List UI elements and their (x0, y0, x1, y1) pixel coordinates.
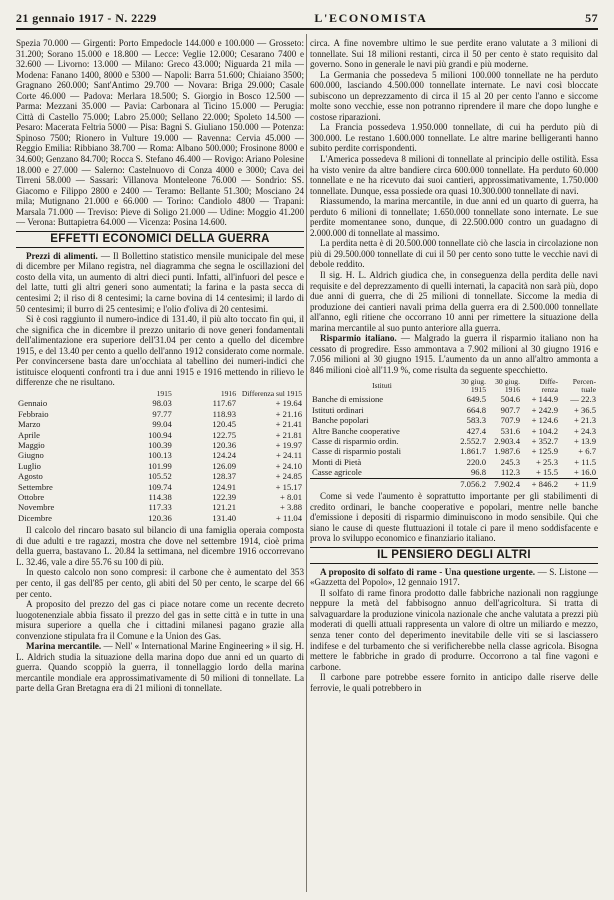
marina-text: — Nell' « International Marine Engineering » il sig. H. L. Aldrich studia la situazione della marina dopo due anni ed un quarto di guerra. Quando scoppiò la guerra, il tonnellaggio lordo della marina mercantile mondiale era approssimativamente di 50 milioni di tonnellate. La parte della Gran Bretagna era di 21 milioni di tonnellate. (16, 641, 304, 694)
table-header-cell (16, 390, 110, 398)
table-cell: 112.3 (500, 467, 520, 478)
table-cell: 2.552.7 (460, 435, 486, 446)
table-header-cell: 30 giug. 1915 (461, 376, 486, 394)
table-cell: 707.9 (500, 415, 520, 426)
table-row (16, 502, 304, 512)
table-cell: — 22.3 (570, 394, 596, 405)
table-row (16, 482, 304, 492)
table-cell: Casse di risparmio ordin. (312, 435, 399, 446)
gas-paragraph: A proposito del prezzo del gas ci piace notare come un recente decreto luogotenenziale abbia fissato il prezzo del gas in sette città e in tutte in una misura superiore a quella che i cittadini milanesi pagano grazie alla convenzione stipulata fra il Comune e la Union des Gas. (16, 599, 304, 641)
table-cell: + 352.7 (531, 435, 558, 446)
table-cell: + 13.9 (573, 435, 596, 446)
page-number: 57 (585, 11, 598, 25)
table-header-cell: Istituti (372, 380, 392, 390)
table-cell: Casse agricole (312, 467, 362, 478)
table-cell: 99.04 (152, 419, 172, 430)
rincaro-paragraph: Il calcolo del rincaro basato sul bilancio di una famiglia operaia composta di due adulti e tre ragazzi, mostra che dove nel settembre 1914, cioè prima della guerra, bastavano L. 20.84 la settimana, nel dicembre 1916 occorrevano L. 32.46, vale a dire 55.76 su 100 di più. (16, 525, 304, 567)
francia-paragraph: La Francia possedeva 1.950.000 tonnellate, di cui ha perduto più di 300.000. Le restano 1.600.000 tonnellate. Le altre marine belligeranti hanno subito perdite corrispondenti. (310, 122, 598, 154)
table-cell: 96.8 (470, 467, 486, 478)
table-cell: 121.21 (212, 502, 236, 513)
table-cell: 120.36 (148, 512, 172, 523)
section-title-effetti: EFFETTI ECONOMICI DELLA GUERRA (16, 231, 304, 248)
table-cell: 117.33 (148, 502, 172, 513)
table-header-cell: 1916 (220, 388, 236, 398)
table-cell: + 24.11 (275, 450, 302, 461)
table-cell: Banche popolari (312, 415, 369, 426)
prezzi-paragraph (16, 251, 304, 314)
table-row (310, 415, 598, 425)
table-cell: 120.36 (212, 439, 236, 450)
riassumendo-paragraph: Riassumendo, la marina mercantile, in due anni ed un quarto di guerra, ha perduto 6 milioni di tonnellate; 1.650.000 tonnellate sono internate. Le sue perdite momentanee sono, dunque, di 22.500.000 contro un guadagno di 2.000.000 di tonnellate al massimo. (310, 196, 598, 238)
table-cell: + 19.97 (275, 439, 302, 450)
table-row (310, 457, 598, 467)
table-cell: 118.93 (212, 408, 236, 419)
table-cell: 120.45 (212, 419, 236, 430)
table-header-cell: 30 giug. 1916 (495, 376, 520, 394)
table-row (310, 405, 598, 415)
right-column (310, 38, 598, 892)
section-title-pensiero: IL PENSIERO DEGLI ALTRI (310, 547, 598, 564)
table-cell (310, 478, 454, 489)
aumento-paragraph: Come si vede l'aumento è soprattutto importante per gli stabilimenti di credito ordinari, le banche cooperative e popolari, mentre nelle banche d'emissione i depositi di risparmio diminuiscono in modo sensibile. Qui che siano le cause di queste fluttuazioni il totale ci pare il meno soddisfacente e prova lo sviluppo economico e finanziario italiano. (310, 490, 598, 544)
table-total-row (310, 478, 598, 489)
table-cell: 100.94 (148, 429, 172, 440)
table-cell: Casse di risparmio postali (312, 446, 402, 457)
table-row (16, 450, 304, 460)
table-cell: 220.0 (466, 456, 486, 467)
table-cell: + 6.7 (578, 446, 596, 457)
table-cell: + 21.3 (573, 415, 596, 426)
table-cell: 101.99 (148, 460, 172, 471)
table-cell: 124.91 (212, 481, 236, 492)
issue-date: 21 gennaio 1917 - N. 2229 (16, 11, 157, 25)
table-cell: Ottobre (18, 492, 45, 503)
table-cell: 122.39 (212, 492, 236, 503)
table-cell: + 25.3 (535, 456, 558, 467)
table-cell: + 21.16 (275, 408, 302, 419)
table-cell: 126.09 (212, 460, 236, 471)
risparmio-text: — Malgrado la guerra il risparmio italiano non ha cessato di progredire. Esso ammontava a 7.902 milioni al 30 giugno 1916 e 7.056 milioni al 30 giugno 1915. L'aumento da un anno all'altro ammonta a 846 milioni cioè all'11.9 %, come risulta da seguente specchietto. (310, 333, 598, 375)
table-row (16, 492, 304, 502)
table-cell: 124.24 (212, 450, 236, 461)
journal-title: L'ECONOMISTA (314, 11, 428, 25)
numeri-indici-body (16, 398, 304, 523)
table-cell: 583.3 (466, 415, 486, 426)
table-cell: Dicembre (18, 512, 52, 523)
table-cell: 128.37 (212, 471, 236, 482)
table-row (16, 440, 304, 450)
table-row (310, 467, 598, 478)
table-cell: 7.902.4 (488, 478, 522, 489)
table-row (16, 398, 304, 408)
table-header-cell: Differenza sul 1915 (241, 388, 302, 398)
numero-indice-paragraph: Si è così raggiunto il numero-indice di 131.40, il più alto toccato fin qui, il che significa che in dicembre il prezzo unitario di nove generi fondamentali dell'alimentazione era superiore dell'31.04 per cento a quello del dicembre 1915, e del 13.40 per cento a quello dell'anno 1912 considerato come normale. Per convincersene basta dare un'occhiata al tabellino dei numeri-indici che istituisce eloquenti confronti tra i due anni 1915 e 1916 mettendo in rilievo le differenze che ne risultano. (16, 314, 304, 388)
table-cell: 97.77 (152, 408, 172, 419)
carbone-paragraph: Il carbone pare potrebbe essere fornito in anticipo dalle riserve delle ferrovie, le quali potrebbero in (310, 672, 598, 693)
table-cell: 2.903.4 (494, 435, 520, 446)
table-cell: Agosto (18, 471, 43, 482)
intro-paragraph: Spezia 70.000 — Girgenti: Porto Empedocle 144.000 e 100.000 — Grosseto: 31.200; Sorano 15.000 e 18.800 — Lecce: Veglie 12.000; Cesarano 7400 e 32.600 — Livorno: 13.000 — Milano: Greco 43.000; Niguarda 21 mila — Modena: Fanano 1400, 8000 e 5300 — Napoli: Barra 51.600; Chiaiano 3500; Gragnano 260.000; Sant'Antimo 29.700 — Novara: Briga 29.000; Casale Corte 46.000 — Padova: Merlara 18.500; S. Giorgio in Bosco 12.500 — Parma: Mezzani 35.000 — Pavia: Carbonara al Ticino 15.000 — Perugia: Città di Castello 75.000; Labro 25.000; Sellano 22.000; Spoleto 14.500 — Pesaro: Macerata Feltria 5000 — Pisa: Bagni S. Giuliano 150.000 — Potenza: Spinoso 7500; Rionero in Vulture 19.000 — Ravenna: Cervia 45.000 — Reggio Emilia: Ribbiano 38.700 — Roma: Albano 500.000; Frosinone 8000 e 34.600; Genzano 84.700; Rocca S. Stefano 46.400 — Rovigo: Ariano Polesine 18.000 e 27.000 — Salerno: Castelnuovo di Conza 4000 e 3000; Cava dei Tirreni 58.000 — Sassari: Villanova Monteleone 76.000 — Sondrio: SS. Giacomo e Filippo 2800 e 2400 — Teramo: Bellante 51.300; Mosciano 24 mila; Mutignano 21.000 e 66.000 — Torino: Candiolo 4800 — Trapani: Marsala 71.000 — Treviso: Pieve di Soligo 21.000 — Udine: Moggio 41.200 — Verona: Buttapietra 64.000 — Vicenza: Posina 14.600. (16, 38, 304, 228)
table-row (16, 471, 304, 481)
table-cell: 1.861.7 (460, 446, 486, 457)
table-cell: + 11.5 (574, 456, 596, 467)
table-cell: Febbraio (18, 408, 49, 419)
table-header-cell: Diffe-renza (539, 376, 558, 394)
table-cell: + 3.88 (279, 502, 302, 513)
germania-paragraph: La Germania che possedeva 5 milioni 100.000 tonnellate ne ha perduto 600.000, lasciando 4.500.000 tonnellate internate. Le navi così bloccate subiscono un deprezzamento di circa il 15 al 20 per cento l'anno e siccome molte sono vecchie, esse non potranno riprendere il mare che dopo lunghe e costose riparazioni. (310, 69, 598, 122)
table-cell: 98.03 (152, 398, 172, 409)
risparmio-rubric: Risparmio italiano. (320, 333, 397, 344)
table-cell: 122.75 (212, 429, 236, 440)
table-cell: Marzo (18, 419, 41, 430)
table-header-row (16, 390, 304, 398)
solfato-paragraph: Il solfato di rame finora prodotto dalle fabbriche nazionali non raggiunge neppure la metà del fabbisogno annuo dell'agricoltura. Si tratta di salvaguardare la produzione vinicola nazionale che anche valutata a prezzi più moderati di quelli attuali rappresenta un valore di oltre un miliardo e mezzo, senza tener conto del deperimento inevitabile delle viti se si lasciassero indifese e del turbamento che si verificherebbe nella classe agricola. Bisogna mettere le fabbriche in grado di produrre. Occorrono a tal fine vagoni e carbone. (310, 587, 598, 672)
table-cell: + 21.81 (275, 429, 302, 440)
table-cell: 531.6 (500, 425, 520, 436)
america-paragraph: L'America possedeva 8 milioni di tonnellate al principio delle ostilità. Essa ha visto venire da altre bandiere circa 600.000 tonnellate. Ha perduto 60.000 tonnellate e ne ha ricevuto dai suoi cantieri, approssimativamente, 1.750.000 tonnellate. Dunque, essa possiede ora quasi 10.300.000 tonnellate di navi. (310, 154, 598, 196)
solfato-byline: — S. Listone — «Gazzetta del Popolo», 12 gennaio 1917. (310, 566, 598, 588)
table-cell: 109.74 (148, 481, 172, 492)
table-cell: 131.40 (212, 512, 236, 523)
table-cell: 649.5 (466, 394, 486, 405)
solfato-heading-paragraph (310, 567, 598, 588)
table-row (16, 430, 304, 440)
table-cell: Monti di Pietà (312, 456, 362, 467)
continuation-paragraph: circa. A fine novembre ultimo le sue perdite erano valutate a 3 milioni di tonnellate. Sui 18 milioni restanti, circa il 50 per cento è stato requisito dal governo. Sono in generale le navi più grandi e più moderne. (310, 38, 598, 70)
table-cell: + 24.10 (275, 460, 302, 471)
table-cell: + 36.5 (573, 404, 596, 415)
risparmio-table (310, 378, 598, 489)
table-cell: + 19.64 (275, 398, 302, 409)
table-cell: 907.7 (500, 404, 520, 415)
table-cell: 100.39 (148, 439, 172, 450)
table-row (310, 426, 598, 436)
table-row (16, 461, 304, 471)
table-cell: + 124.6 (531, 415, 558, 426)
table-cell: Luglio (18, 460, 41, 471)
table-cell: + 11.04 (275, 512, 302, 523)
table-cell: + 21.41 (275, 419, 302, 430)
left-column (16, 38, 304, 892)
table-header-cell: 1915 (156, 388, 172, 398)
table-cell: Banche di emissione (312, 394, 384, 405)
table-cell: Giugno (18, 450, 44, 461)
table-cell: 1.987.6 (494, 446, 520, 457)
perdita-netta-paragraph: La perdita netta è di 20.500.000 tonnellate ciò che lascia in circolazione non più di 29.500.000 tonnellate di cui il 50 per cento sono tutte le vecchie navi di debole reddito. (310, 238, 598, 270)
marina-paragraph (16, 641, 304, 694)
table-cell: + 16.0 (573, 467, 596, 478)
solfato-rubric: A proposito di solfato di rame - Una questione urgente. (320, 566, 536, 577)
table-cell: + 24.3 (573, 425, 596, 436)
table-cell: + 104.2 (531, 425, 558, 436)
table-cell: Settembre (18, 481, 53, 492)
table-cell: Aprile (18, 429, 40, 440)
table-cell: 100.13 (148, 450, 172, 461)
table-cell: 114.38 (148, 492, 172, 503)
table-cell: 105.52 (148, 471, 172, 482)
table-header-cell: Percen-tuale (572, 376, 596, 394)
table-cell: 664.8 (466, 404, 486, 415)
table-cell: + 144.9 (531, 394, 558, 405)
table-cell: Maggio (18, 439, 45, 450)
table-cell: + 846.2 (522, 478, 560, 489)
table-row (16, 409, 304, 419)
prezzi-text: — Il Bollettino statistico mensile municipale del mese di dicembre per Milano registra, nel diagramma che segna le oscillazioni del costo della vita, un aumento di altri dieci punti. Infatti, all'infuori del pesce e del latte, tutti gli altri generi sono aumentati; la farina e la pasta secca di centesimi 2; il riso di 8 centesimi; la carne bovina di 14 centesimi; il lardo di 50 centesimi; il burro di 25 centesimi; e l'olio d'oliva di 20 centesimi. (16, 250, 304, 314)
numeri-indici-table (16, 390, 304, 523)
table-cell: + 8.01 (279, 492, 302, 503)
table-cell: Novembre (18, 502, 55, 513)
table-cell: + 24.85 (275, 471, 302, 482)
risparmio-body (310, 394, 598, 478)
table-row (310, 436, 598, 446)
table-cell: Istituti ordinari (312, 404, 364, 415)
page-header (16, 8, 598, 30)
table-cell: + 11.9 (560, 478, 598, 489)
table-cell: + 15.17 (275, 481, 302, 492)
column-divider (306, 34, 307, 892)
prezzi-rubric: Prezzi di alimenti. (26, 250, 98, 261)
table-cell: 117.67 (212, 398, 236, 409)
table-cell: 245.3 (500, 456, 520, 467)
table-header-row (310, 378, 598, 395)
table-row (16, 419, 304, 429)
table-row (310, 394, 598, 404)
table-cell: + 15.5 (535, 467, 558, 478)
table-cell: 504.6 (500, 394, 520, 405)
aldrich-paragraph: Il sig. H. L. Aldrich giudica che, in conseguenza della perdita delle navi requisite e del deprezzamento di quelli internati, la capacità non sarà più, dopo due anni di guerra, che di 25 milioni di tonnellate. Siccome la media di produzione dei cantieri navali prima della guerra era di 2.500.000 tonnellate all'anno, egli ritiene che occorrano 10 anni per rimettere la situazione della marina mercantile al suo punto anteriore alla guerra. (310, 270, 598, 333)
risparmio-paragraph (310, 333, 598, 375)
table-row (16, 513, 304, 523)
table-cell: + 242.9 (531, 404, 558, 415)
table-cell: + 125.9 (531, 446, 558, 457)
table-cell: Gennaio (18, 398, 48, 409)
table-cell: 7.056.2 (454, 478, 488, 489)
table-cell: 427.4 (466, 425, 486, 436)
table-cell: Altre Banche cooperative (312, 425, 400, 436)
table-row (310, 446, 598, 456)
marina-rubric: Marina mercantile. (26, 641, 102, 652)
calcolo-paragraph: In questo calcolo non sono compresi: il carbone che è aumentato del 353 per cento, il gas dell'85 per cento, gli abiti del 50 per cento, le scarpe del 66 per cento. (16, 567, 304, 599)
